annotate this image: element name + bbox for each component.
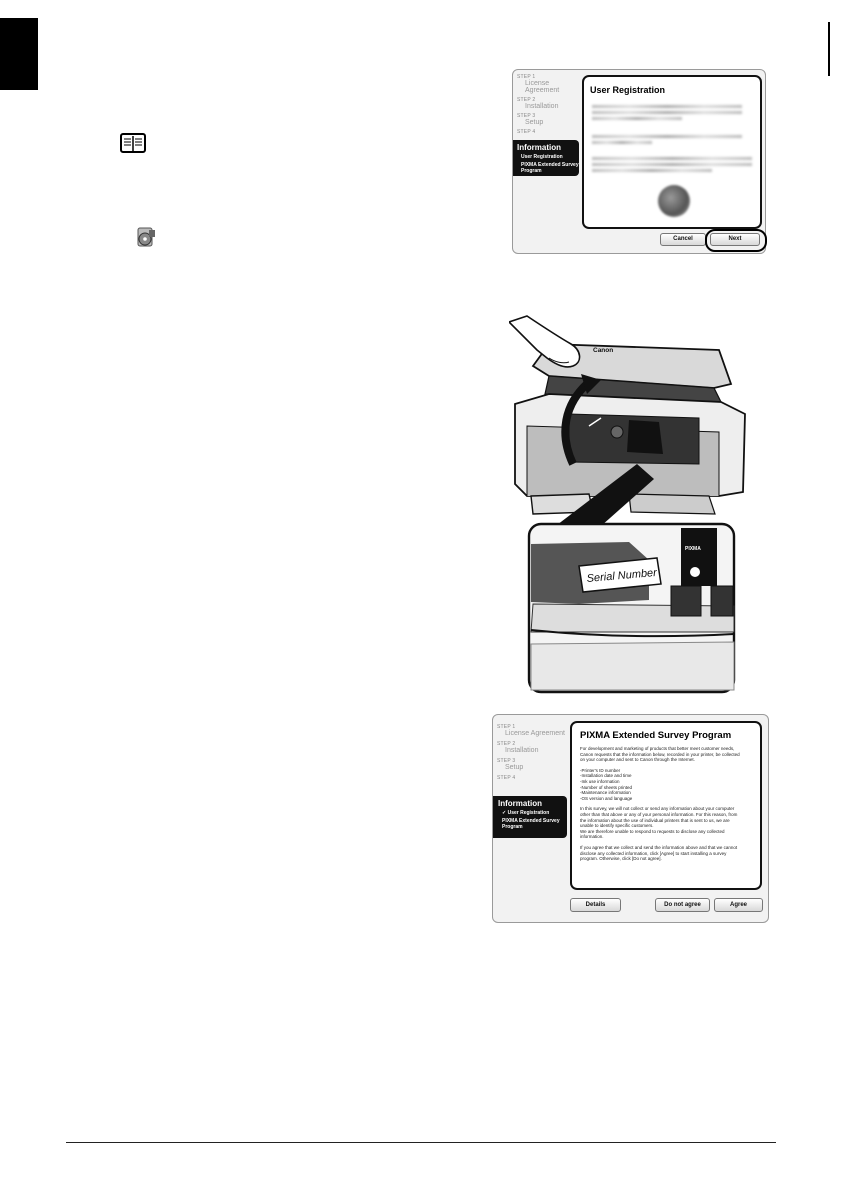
- info-title: Information: [517, 143, 561, 152]
- info-item-user-registration: ✓ User Registration: [502, 810, 550, 816]
- next-button[interactable]: Next: [710, 233, 760, 246]
- printer-illustration: [509, 314, 754, 699]
- info-item-survey-program: PIXMA Extended Survey Program: [521, 162, 579, 174]
- survey-privacy-text: In this survey, we will not collect or send any information about your computer other than that above or any of your personal information. For this reason, from the information about the use of individual printers that is sent to us, we are unable to identify specific customers. We are therefore unable to respond to requests to disclose any collected information.: [580, 806, 738, 840]
- next-highlight-ring: [705, 229, 767, 252]
- pane-title: PIXMA Extended Survey Program: [580, 730, 732, 741]
- footer-rule: [66, 1142, 776, 1143]
- registration-pane: [582, 75, 762, 229]
- survey-program-screen: [492, 714, 769, 923]
- do-not-agree-button[interactable]: Do not agree: [655, 898, 710, 912]
- survey-agree-text: If you agree that we collect and send the information above and that we cannot disclose any collected information, click [Agree] to start installing a survey program. Otherwise, click [Do not agree].: [580, 844, 738, 862]
- info-item-survey-program: PIXMA Extended Survey Program: [502, 818, 560, 830]
- step-tag: STEP 3: [497, 758, 516, 764]
- step-setup: Setup: [505, 764, 524, 771]
- pane-title: User Registration: [590, 85, 666, 95]
- step-information-active: [493, 796, 567, 838]
- cancel-button[interactable]: Cancel: [660, 233, 706, 246]
- step-tag: STEP 2: [517, 97, 536, 103]
- step-license-agreement: License Agreement: [525, 80, 560, 94]
- serial-number-label: Serial Number: [586, 566, 658, 585]
- margin-rule: [828, 22, 830, 76]
- info-item-user-registration: User Registration: [521, 154, 563, 160]
- setup-steps-sidebar: [497, 724, 571, 781]
- step-setup: Setup: [525, 119, 544, 126]
- step-installation: Installation: [505, 747, 539, 754]
- cartridge-label: PIXMA: [685, 546, 701, 552]
- setup-disc-icon: [135, 226, 157, 250]
- survey-pane: [570, 721, 762, 890]
- step-installation: Installation: [525, 103, 559, 110]
- step-tag: STEP 3: [517, 113, 536, 119]
- info-title: Information: [498, 799, 542, 808]
- note-book-icon: [120, 133, 146, 153]
- step-license-agreement: License Agreement: [505, 730, 565, 737]
- user-registration-screen: [512, 69, 766, 254]
- step-tag: STEP 2: [497, 741, 516, 747]
- details-button[interactable]: Details: [570, 898, 621, 912]
- registration-graphic-icon: [658, 185, 690, 217]
- agree-button[interactable]: Agree: [714, 898, 763, 912]
- step-tag: STEP 4: [517, 129, 536, 135]
- step-tag: STEP 1: [497, 724, 516, 730]
- section-tab: [0, 18, 38, 90]
- step-tag: STEP 1: [517, 74, 536, 80]
- survey-intro-text: For development and marketing of products that better meet customer needs, Canon requests that the information below, recorded in your printer, be collected on your computer and sent to Canon through the Internet.: [580, 746, 740, 763]
- printer-brand-label: Canon: [593, 347, 614, 354]
- setup-steps-sidebar: [517, 74, 583, 135]
- step-information-active: [513, 140, 579, 176]
- survey-info-list: -Printer's ID number -Installation date and time -Ink use information -Number of sheets printed -Maintenance information -OS version and language: [580, 767, 633, 801]
- step-tag: STEP 4: [497, 775, 516, 781]
